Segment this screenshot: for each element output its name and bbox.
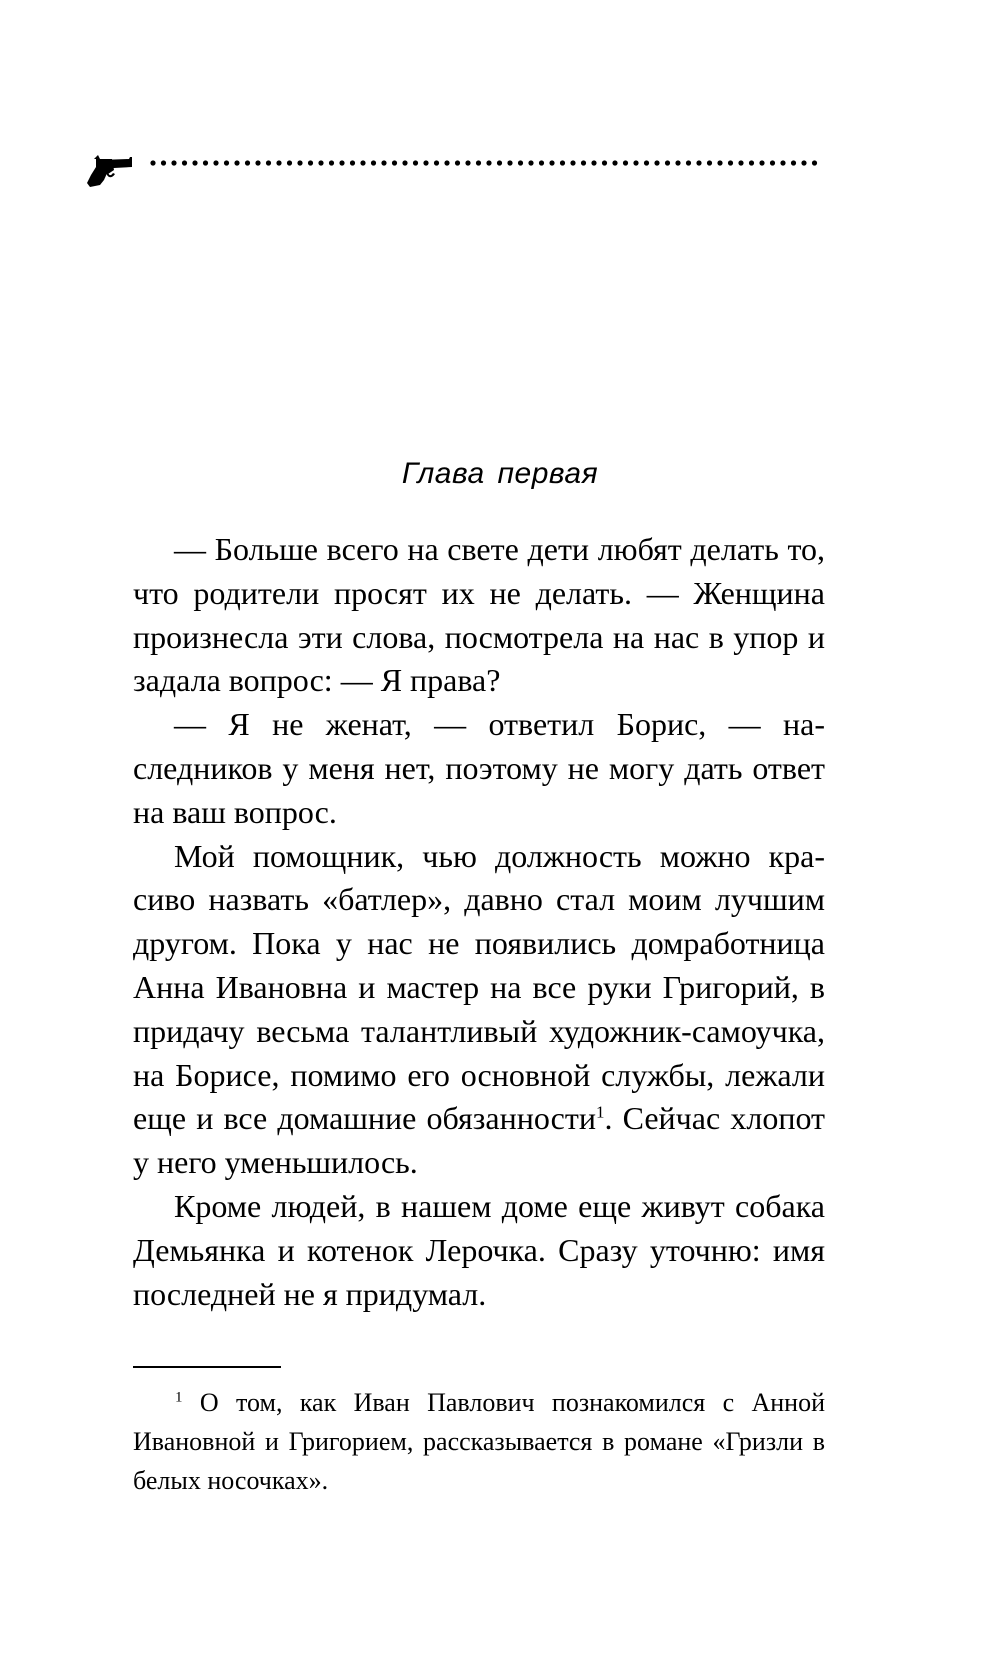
chapter-title: Глава первая xyxy=(401,457,599,490)
footnote-divider xyxy=(133,1366,281,1368)
chapter-body xyxy=(133,528,825,1316)
paragraph-2: — Я не женат, — ответил Борис, — наследников у меня нет, поэтому не могу дать ответ на ваш вопрос. xyxy=(133,706,825,830)
footnote-text: О том, как Иван Павлович познакомился с Анной Ивановной и Григорием, рассказывается в романе «Гризли в белых носочках». xyxy=(133,1388,825,1495)
header-svg xyxy=(82,150,822,200)
chapter-header-ornament xyxy=(82,150,822,200)
revolver-icon xyxy=(87,155,132,187)
paragraph-1: — Больше всего на свете дети любят делать то, что родители просят их не делать. — Женщина произнесла эти слова, посмотрела на нас в упор и задала вопрос: — Я права? xyxy=(133,531,825,699)
dotted-rule xyxy=(150,160,817,165)
paragraph-3-tail: . Сейчас хлопот у него уменьшилось. xyxy=(133,1100,825,1181)
footnote-reference[interactable]: 1 xyxy=(595,1102,605,1122)
paragraph-3 xyxy=(133,835,825,1185)
paragraph-4: Кроме людей, в нашем доме еще живут собака Демьянка и котенок Лерочка. Сразу уточню: имя последней не я придумал. xyxy=(133,1187,825,1312)
footnote xyxy=(133,1383,825,1500)
footnote-marker: 1 xyxy=(175,1389,183,1406)
paragraph-3-text: Мой помощник, чью должность можно красиво назвать «батлер», давно стал моим лучшим другом. Пока у нас не появились домработница Анна Ивановна и мастер на все руки Григорий, в придачу весьма талантливый художник-самоучка, на Борисе, помимо его основной службы, лежали еще и все домашние обязанности xyxy=(133,837,825,1137)
